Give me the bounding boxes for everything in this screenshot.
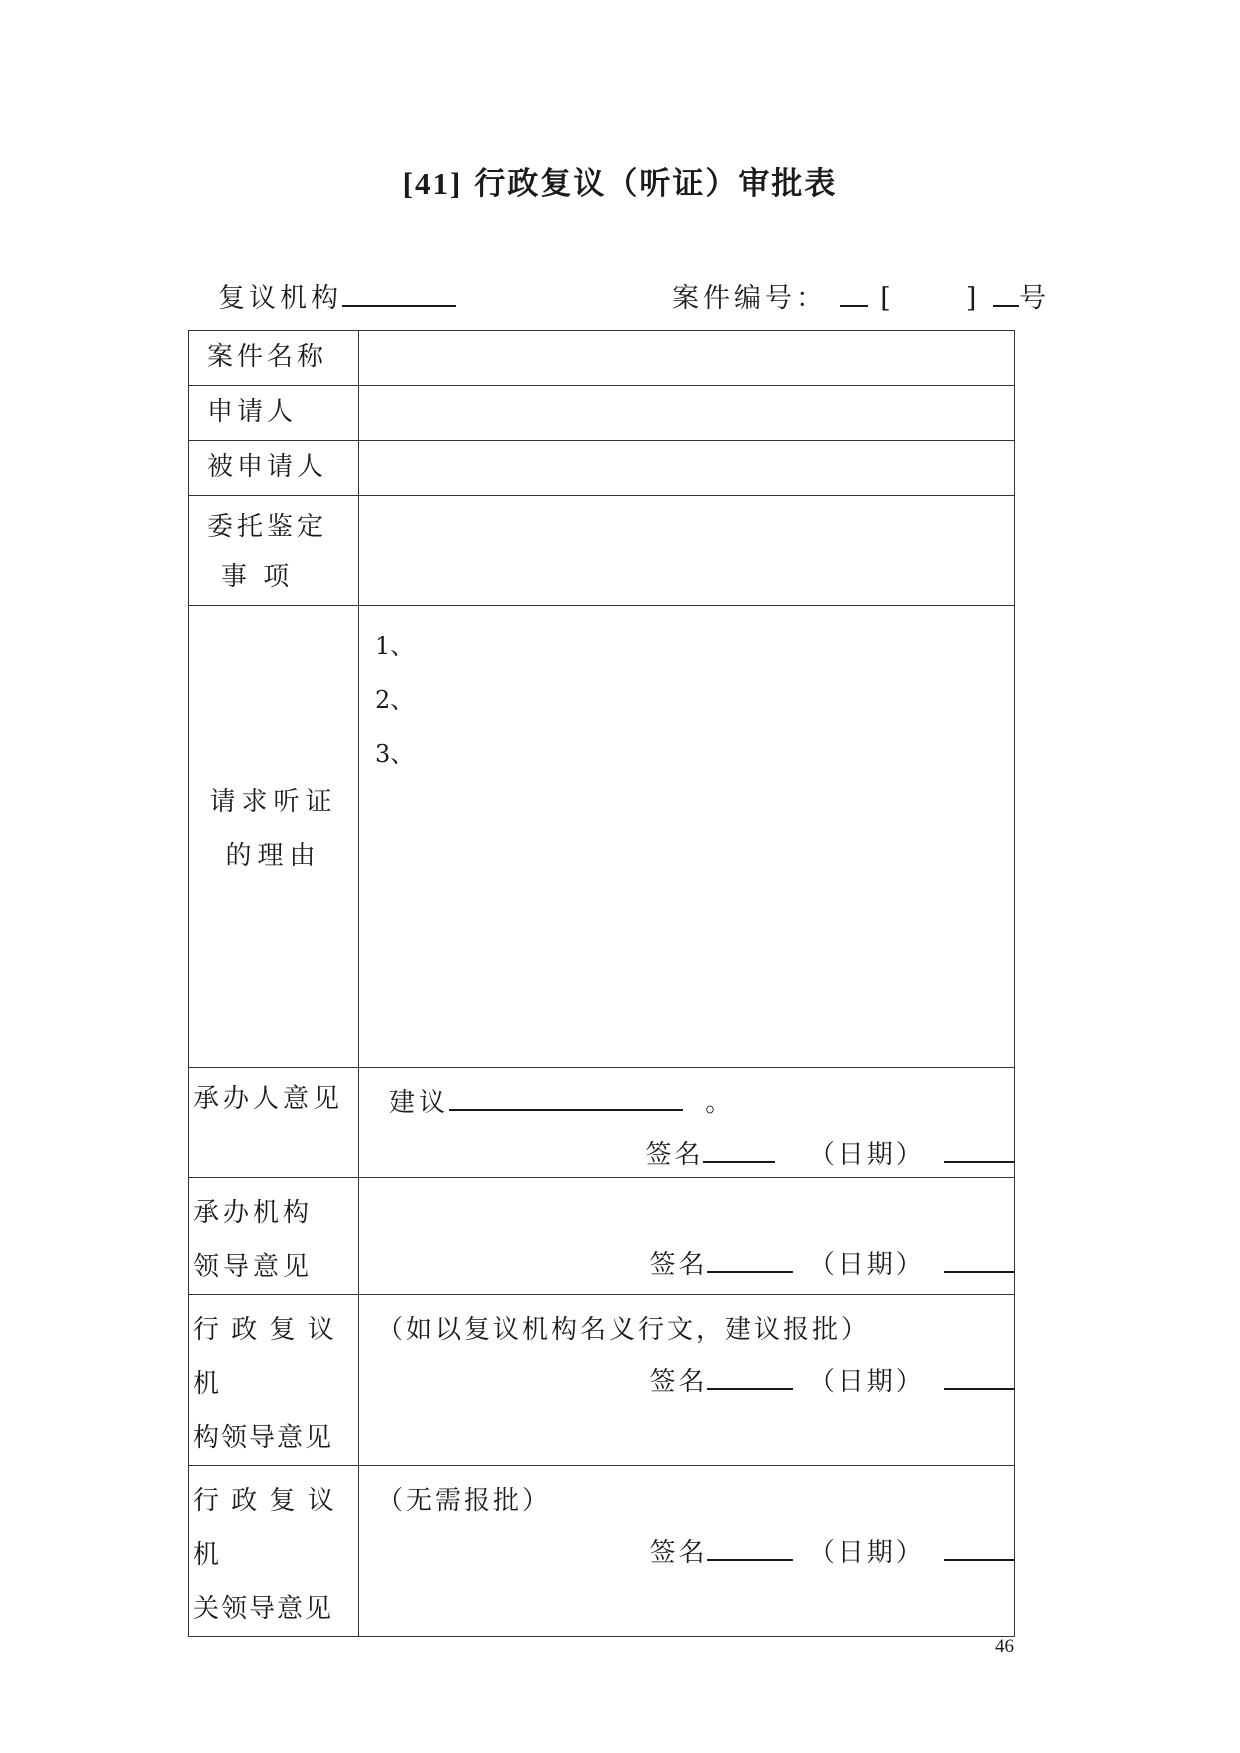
reason-label-line2: 的理由 — [225, 840, 322, 871]
review-org-label — [189, 1295, 358, 1465]
row-review-gov — [189, 1466, 1015, 1637]
handler-label: 承办人意见 — [193, 1084, 344, 1114]
reason-item-1: 1、 — [375, 632, 415, 660]
label-cell — [189, 1178, 359, 1295]
page-number: 46 — [995, 1636, 1014, 1657]
review-org-label-line2: 构领导意见 — [193, 1423, 334, 1453]
org-label-line1: 承办机构 — [193, 1198, 314, 1228]
reason-item-2: 2、 — [375, 686, 415, 714]
review-org-note: （如以复议机构名义行文，建议报批） — [377, 1315, 871, 1345]
label-cell — [189, 386, 359, 441]
case-no-close: ] — [965, 283, 981, 314]
row-entrust — [189, 496, 1015, 606]
suggest-label: 建议 — [389, 1088, 450, 1118]
date-blank[interactable] — [944, 1245, 1014, 1273]
reason-item-3: 3、 — [375, 740, 415, 768]
handler-field[interactable] — [359, 1068, 1015, 1178]
sign-label: 签名 — [649, 1538, 708, 1568]
case-number-header — [672, 276, 1050, 315]
review-gov-label-line1: 行 政 复 议 机 — [193, 1486, 336, 1570]
review-gov-label-line2: 关领导意见 — [193, 1594, 334, 1624]
date-blank[interactable] — [944, 1135, 1014, 1163]
date-label: （日期） — [808, 1250, 925, 1280]
applicant-field[interactable] — [359, 386, 1015, 441]
date-label: （日期） — [808, 1140, 925, 1170]
agency-header — [218, 276, 456, 315]
case-name-field[interactable] — [359, 331, 1015, 386]
case-no-open: [ — [880, 283, 895, 314]
date-blank[interactable] — [944, 1533, 1014, 1561]
applicant-label: 申请人 — [207, 397, 298, 427]
review-gov-signature-line — [649, 1532, 1014, 1569]
label-cell — [189, 441, 359, 496]
date-label: （日期） — [808, 1367, 925, 1397]
sign-blank[interactable] — [707, 1533, 793, 1561]
case-no-suffix: 号 — [1019, 283, 1051, 314]
handler-suggestion — [389, 1082, 735, 1119]
row-reason — [189, 606, 1015, 1068]
respondent-label: 被申请人 — [207, 452, 328, 482]
entrust-label-line1: 委托鉴定 — [207, 512, 328, 542]
review-org-signature-line — [649, 1361, 1014, 1398]
suggest-blank[interactable] — [449, 1083, 683, 1111]
org-label-line2: 领导意见 — [193, 1252, 314, 1282]
row-case-name — [189, 331, 1015, 386]
case-no-seq-blank[interactable] — [993, 279, 1019, 307]
label-cell — [189, 1466, 359, 1637]
approval-form-table — [188, 330, 1015, 1637]
sign-label: 签名 — [645, 1140, 704, 1170]
suggest-period: 。 — [705, 1088, 736, 1118]
reason-label-line1: 请求听证 — [209, 786, 338, 817]
sign-blank[interactable] — [707, 1362, 793, 1390]
sign-label: 签名 — [649, 1250, 708, 1280]
row-review-org — [189, 1295, 1015, 1466]
label-cell — [189, 606, 359, 1068]
review-gov-label — [189, 1466, 358, 1636]
form-title: 行政复议（听证）审批表 — [474, 166, 838, 202]
review-gov-note: （无需报批） — [377, 1486, 552, 1516]
sign-blank[interactable] — [707, 1245, 793, 1273]
label-cell — [189, 331, 359, 386]
case-no-year-blank[interactable] — [840, 279, 868, 307]
sign-label: 签名 — [649, 1367, 708, 1397]
row-handler — [189, 1068, 1015, 1178]
label-cell — [189, 1068, 359, 1178]
date-label: （日期） — [808, 1538, 925, 1568]
form-number: [41] — [402, 166, 463, 201]
entrust-label-line2: 事 项 — [221, 562, 294, 592]
row-applicant — [189, 386, 1015, 441]
page-title — [0, 158, 1240, 203]
case-name-label: 案件名称 — [207, 342, 328, 372]
org-field[interactable] — [359, 1178, 1015, 1295]
handler-signature-line — [645, 1134, 1014, 1171]
case-no-label: 案件编号： — [672, 283, 827, 314]
review-org-field[interactable] — [359, 1295, 1015, 1466]
row-respondent — [189, 441, 1015, 496]
row-org — [189, 1178, 1015, 1295]
entrust-label — [189, 496, 358, 602]
review-gov-field[interactable] — [359, 1466, 1015, 1637]
agency-blank[interactable] — [342, 279, 456, 307]
review-org-label-line1: 行 政 复 议 机 — [193, 1315, 336, 1399]
sign-blank[interactable] — [703, 1135, 775, 1163]
reason-field[interactable] — [359, 606, 1015, 1068]
label-cell — [189, 496, 359, 606]
label-cell — [189, 1295, 359, 1466]
respondent-field[interactable] — [359, 441, 1015, 496]
org-signature-line — [649, 1244, 1014, 1281]
entrust-field[interactable] — [359, 496, 1015, 606]
org-label — [189, 1178, 358, 1294]
date-blank[interactable] — [944, 1362, 1014, 1390]
reason-label — [189, 775, 358, 883]
agency-label: 复议机构 — [218, 283, 342, 314]
